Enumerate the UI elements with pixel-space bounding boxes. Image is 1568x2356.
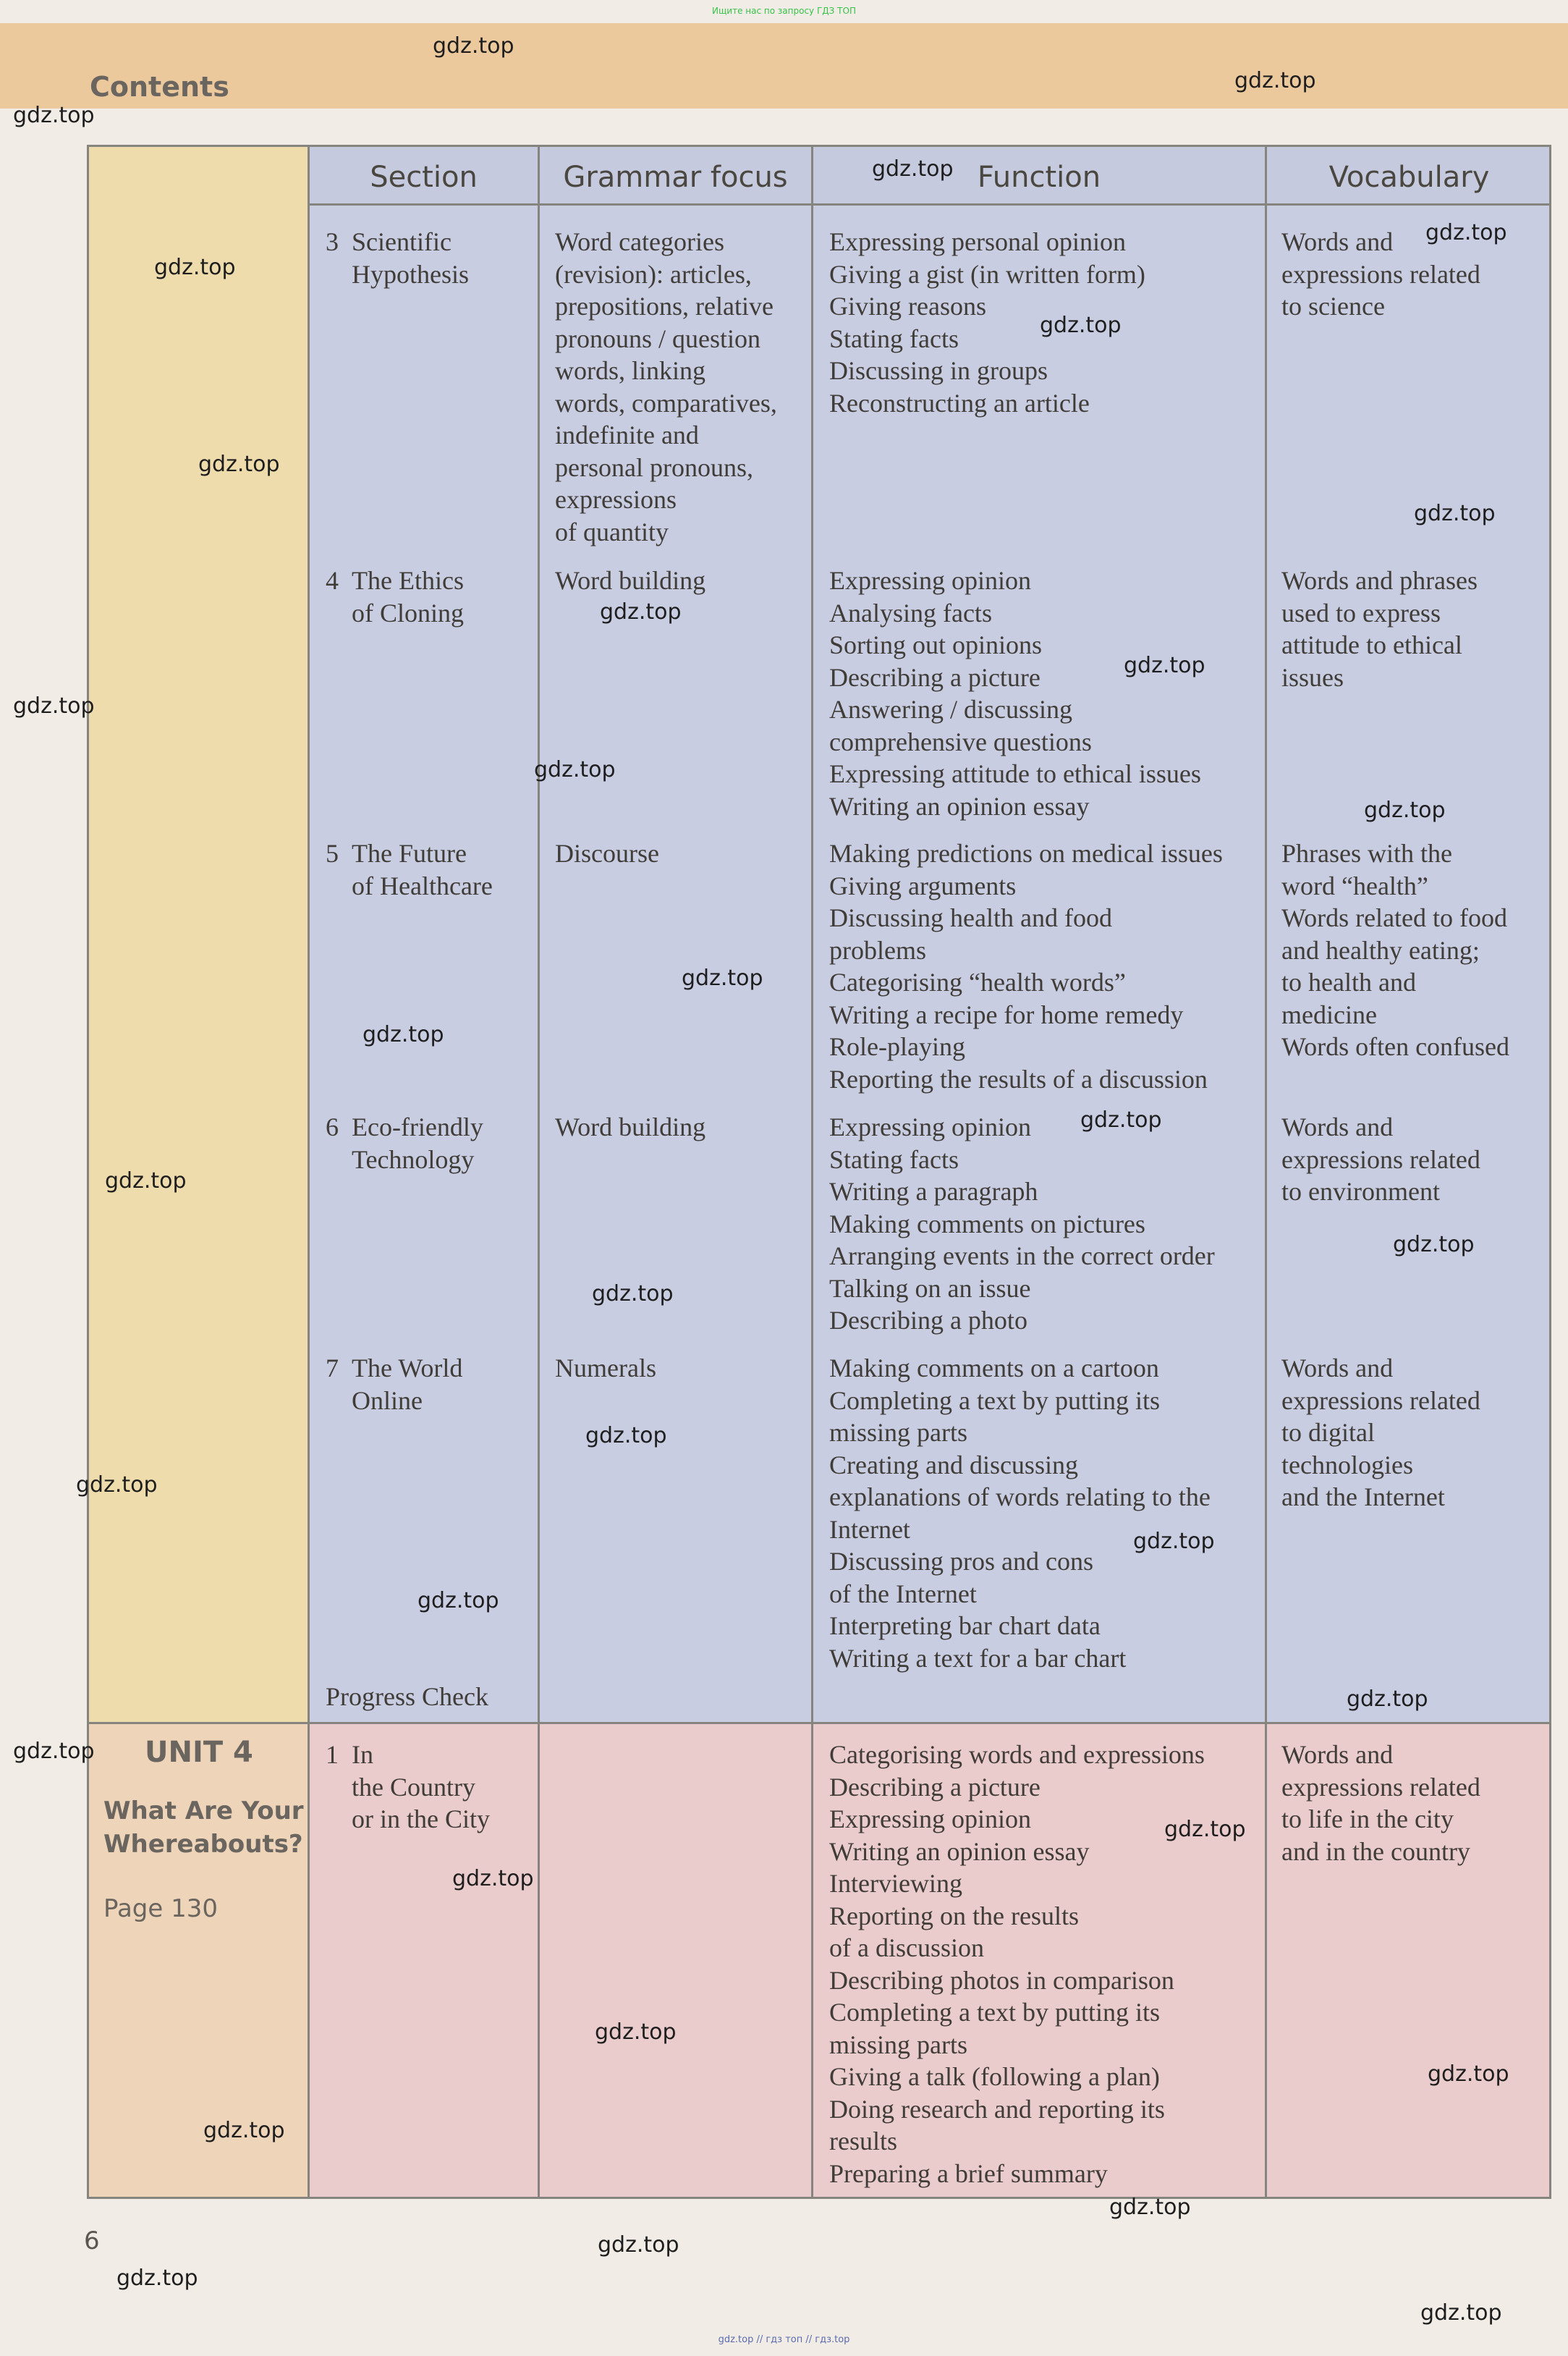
section-title: The Ethics of Cloning: [352, 566, 465, 628]
top-banner: Ищите нас по запросу ГДЗ ТОП: [712, 6, 856, 16]
vocabulary-cell: Words and expressions related to science: [1281, 227, 1480, 321]
grammar-cell: Word building: [555, 566, 706, 595]
page-title: Contents: [90, 71, 229, 103]
grammar-cell: Numerals: [555, 1354, 656, 1382]
header-function: Function: [977, 161, 1101, 194]
watermark: gdz.top: [1109, 2195, 1191, 2220]
watermark: gdz.top: [13, 693, 95, 719]
watermark: gdz.top: [1414, 501, 1496, 526]
watermark: gdz.top: [595, 2019, 677, 2045]
function-cell: Expressing opinion Analysing facts Sorting out opinions Describing a picture Answering / discussing comprehensive questions Expressing attitude to ethical issues Writing an opinion essay: [829, 566, 1201, 821]
section-number: 3: [326, 227, 339, 256]
watermark: gdz.top: [1420, 2300, 1502, 2326]
section-number: 1: [326, 1740, 339, 1769]
progress-check: Progress Check: [326, 1682, 488, 1711]
watermark: gdz.top: [1080, 1107, 1162, 1133]
col-divider: [1265, 145, 1267, 2199]
col-divider: [308, 145, 310, 2199]
watermark: gdz.top: [363, 1022, 444, 1047]
watermark: gdz.top: [13, 103, 95, 128]
unit-label: UNIT 4: [145, 1736, 253, 1769]
watermark: gdz.top: [592, 1281, 674, 1306]
watermark: gdz.top: [13, 1739, 95, 1764]
watermark: gdz.top: [1040, 313, 1122, 338]
watermark: gdz.top: [203, 2118, 285, 2143]
watermark: gdz.top: [1428, 2061, 1509, 2087]
watermark: gdz.top: [682, 966, 763, 991]
watermark: gdz.top: [105, 1168, 187, 1194]
unit-divider: [87, 1722, 1551, 1724]
watermark: gdz.top: [534, 757, 616, 782]
vocabulary-cell: Words and expressions related to life in the city and in the country: [1281, 1740, 1480, 1866]
watermark: gdz.top: [585, 1423, 667, 1448]
watermark: gdz.top: [1234, 68, 1316, 93]
watermark: gdz.top: [452, 1866, 534, 1891]
function-cell: Categorising words and expressions Describing a picture Expressing opinion Writing an opinion essay Interviewing Reporting on the results of a discussion Describing photos in comparison Completing a text by putting its missing parts Giving a talk (following a plan) Doing research and reporting its results Preparing a brief summary: [829, 1740, 1205, 2188]
function-cell: Expressing personal opinion Giving a gist (in written form) Giving reasons Stating facts Discussing in groups Reconstructing an article: [829, 227, 1145, 418]
watermark: gdz.top: [198, 452, 280, 477]
section-title: Scientific Hypothesis: [352, 227, 469, 289]
section-title: The World Online: [352, 1354, 463, 1415]
watermark: gdz.top: [1364, 798, 1446, 823]
watermark: gdz.top: [598, 2232, 679, 2258]
section-number: 7: [326, 1354, 339, 1382]
section-number: 5: [326, 839, 339, 868]
watermark: gdz.top: [872, 156, 954, 182]
vocabulary-cell: Words and phrases used to express attitude to ethical issues: [1281, 566, 1478, 692]
header-grammar: Grammar focus: [563, 161, 788, 194]
unit-subtitle: What Are Your Whereabouts?: [103, 1796, 304, 1859]
watermark: gdz.top: [76, 1472, 158, 1498]
watermark: gdz.top: [1164, 1817, 1246, 1842]
watermark: gdz.top: [1124, 653, 1205, 678]
grammar-cell: Word categories (revision): articles, prepositions, relative pronouns / question words, linking words, comparatives, indefinite and personal pronouns, expressions of quantity: [555, 227, 777, 546]
vocabulary-cell: Words and expressions related to digital technologies and the Internet: [1281, 1354, 1480, 1511]
grammar-cell: Discourse: [555, 839, 659, 868]
watermark: gdz.top: [433, 33, 514, 59]
section-title: Eco-friendly Technology: [352, 1112, 483, 1174]
section-title: The Future of Healthcare: [352, 839, 493, 900]
section-title: In the Country or in the City: [352, 1740, 490, 1833]
watermark: gdz.top: [600, 599, 682, 625]
col-divider: [538, 145, 540, 2199]
watermark: gdz.top: [116, 2266, 198, 2291]
function-cell: Making comments on a cartoon Completing a text by putting its missing parts Creating and discussing explanations of words relating to the Internet Discussing pros and cons of the Internet Interpreting bar chart data Writing a text for a bar chart: [829, 1354, 1211, 1673]
watermark: gdz.top: [1425, 220, 1507, 245]
watermark: gdz.top: [1347, 1686, 1428, 1712]
contents-band: [0, 23, 1568, 109]
watermark: gdz.top: [1393, 1232, 1475, 1257]
grammar-cell: Word building: [555, 1112, 706, 1141]
watermark: gdz.top: [418, 1588, 499, 1613]
section-number: 6: [326, 1112, 339, 1141]
vocabulary-cell: Words and expressions related to environment: [1281, 1112, 1480, 1206]
vocabulary-cell: Phrases with the word “health” Words related to food and healthy eating; to health and medicine Words often confused: [1281, 839, 1510, 1061]
page-number: 6: [84, 2226, 100, 2255]
header-section: Section: [370, 161, 478, 194]
function-cell: Expressing opinion Stating facts Writing a paragraph Making comments on pictures Arranging events in the correct order Talking on an issue Describing a photo: [829, 1112, 1215, 1335]
watermark: gdz.top: [154, 255, 236, 280]
col-divider: [811, 145, 813, 2199]
unit-page-ref: Page 130: [103, 1894, 219, 1923]
bottom-banner: gdz.top // гдз топ // гдз.top: [718, 2334, 850, 2345]
function-cell: Making predictions on medical issues Giving arguments Discussing health and food problems Categorising “health words” Writing a recipe for home remedy Role-playing Reporting the results of a discussion: [829, 839, 1223, 1094]
watermark: gdz.top: [1133, 1529, 1215, 1554]
section-number: 4: [326, 566, 339, 595]
header-vocabulary: Vocabulary: [1328, 161, 1490, 194]
